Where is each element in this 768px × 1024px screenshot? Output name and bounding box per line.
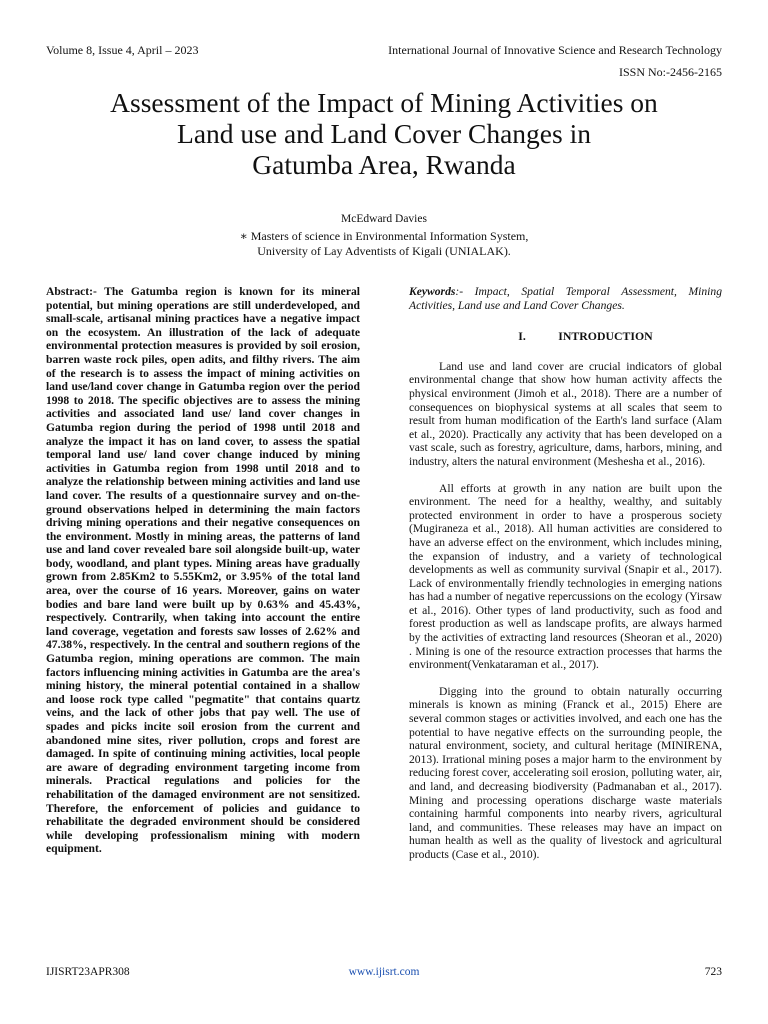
body-paragraph: All efforts at growth in any nation are built upon the environment. The need for a healthy, wealthy, and suitably protected environment in order to have a prosperous society (Mugiraneza et al., 2018). All human activities are considered to have an adverse effect on the environment, which includes mining, the expansion of industry, and a variety of technological developments as well as community survival (Snapir et al., 2017). Lack of environmentally friendly technologies in emerging nations has had a number of negative repercussions on the ecology (Yirsaw et al., 2016). Other types of land productivity, such as food and forest production as well as landscape profits, are always harmed by the activities of extracting land resources (Sheoran et al., 2020) . Mining is one of the resource extraction processes that harms the environment(Venkataraman et al., 2017).	[409, 481, 722, 672]
section-number: I.	[518, 329, 526, 344]
section-title: INTRODUCTION	[558, 329, 653, 344]
title-line: Assessment of the Impact of Mining Activities on	[110, 87, 658, 118]
page-number: 723	[704, 966, 722, 978]
section-heading	[409, 330, 722, 344]
keywords-label: Keywords	[409, 285, 456, 298]
body-paragraph: Land use and land cover are crucial indicators of global environmental change that show how human activity affects the physical environment (Jimoh et al., 2018). There are a number of consequences on biophysical systems at all scales that seem to result from human modification of the Earth's land surface (Alam et al., 2020). Practically any activity that has been developed on a vast scale, such as forestry, agriculture, dams, harbors, mining, and industry, alters the natural environment (Meshesha et al., 2016).	[409, 359, 722, 468]
journal-volume: Volume 8, Issue 4, April – 2023	[46, 43, 199, 57]
title-line: Land use and Land Cover Changes in	[177, 118, 591, 149]
journal-name: International Journal of Innovative Science and Research Technology	[388, 43, 722, 57]
author-affiliation	[0, 229, 768, 259]
author-name: McEdward Davies	[341, 213, 427, 225]
body-column	[409, 285, 722, 875]
journal-issn: ISSN No:-2456-2165	[618, 65, 722, 79]
footer-paper-code: IJISRT23APR308	[46, 966, 130, 978]
keywords	[409, 285, 722, 312]
affiliation-line: ∗ Masters of science in Environmental Information System,	[239, 229, 529, 243]
abstract-text: Abstract:- The Gatumba region is known for its mineral potential, but mining operations are still underdeveloped, and small-scale, artisanal mining practices have a negative impact on the ecosystem. An illustration of the lack of adequate environmental protection measures is provided by soil erosion, barren waste rock piles, open adits, and filthy rivers. The aim of the research is to assess the impact of mining activities on land use/land cover change in Gatumba region over the period 1998 to 2018. The specific objectives are to assess the mining activities and associated land use/ land cover changes in Gatumba region during the period of 1998 until 2018 and analyze the impact it has on land cover, to assess the spatial temporal land use/ land cover change induced by mining activities in Gatumba region from 1998 until 2018 and to analyze the relationship between mining activities and land use land cover. The results of a questionnaire survey and on-the-ground observations helped in determining the main factors driving mining operations and their negative consequences on the environment. Mostly in mining areas, the patterns of land use and land cover revealed bare soil alongside built-up, water body, woodland, and plant types. Mining areas have gradually grown from 2.85Km2 to 5.55Km2, or 3.95% of the total land area, over the course of 16 years. Moreover, gains on water bodies and bare land were built up by 0.63% and 45.43%, respectively. Contrarily, when taking into account the entire land coverage, vegetation and forests saw losses of 2.62% and 47.38%, respectively. In the central and southern regions of the Gatumba region, mining operations are common. The main factors influencing mining activities in Gatumba are the area's mining history, the mineral potential contained in a shallow and loose rock type called "pegmatite" that contains quartz veins, and the lack of other jobs that pay well. The use of spades and picks incite soil erosion from the current and abandoned mine sites, river pollution, crops and forest are damaged. In spite of continuing mining activities, local people are aware of degrading environment targeting income from minerals. Practical regulations and policies for the rehabilitation of the damaged environment are not sensitized. Therefore, the enforcement of policies and guidance to rehabilitate the degraded environment should be considered while developing professionalism mining with modern equipment.	[46, 285, 360, 856]
paper-title	[40, 87, 728, 180]
title-line: Gatumba Area, Rwanda	[252, 149, 516, 180]
keywords-text: :- Impact, Spatial Temporal Assessment, Mining Activities, Land use and Land Cover Changes.	[409, 285, 722, 312]
affiliation-line: University of Lay Adventists of Kigali (UNIALAK).	[257, 244, 511, 258]
footer-website-link[interactable]: www.ijisrt.com	[348, 966, 420, 978]
body-paragraph: Digging into the ground to obtain naturally occurring minerals is known as mining (Franck et al., 2015) Ehere are several common stages or activities involved, and each one has the potential to have negative effects on the surrounding people, the natural environment, society, and cultural heritage (MINIRENA, 2013). Irrational mining poses a major harm to the environment by reducing forest cover, accelerating soil erosion, polluting water, air, and land, and decreasing biodiversity (Padmanaban et al., 2017). Mining and processing operations discharge waste materials containing harmful components into nearby rivers, agricultural land, and communities. These releases may have an impact on human health as well as the quality of livestock and agricultural products (Case et al., 2010).	[409, 684, 722, 861]
abstract-column	[46, 285, 360, 856]
